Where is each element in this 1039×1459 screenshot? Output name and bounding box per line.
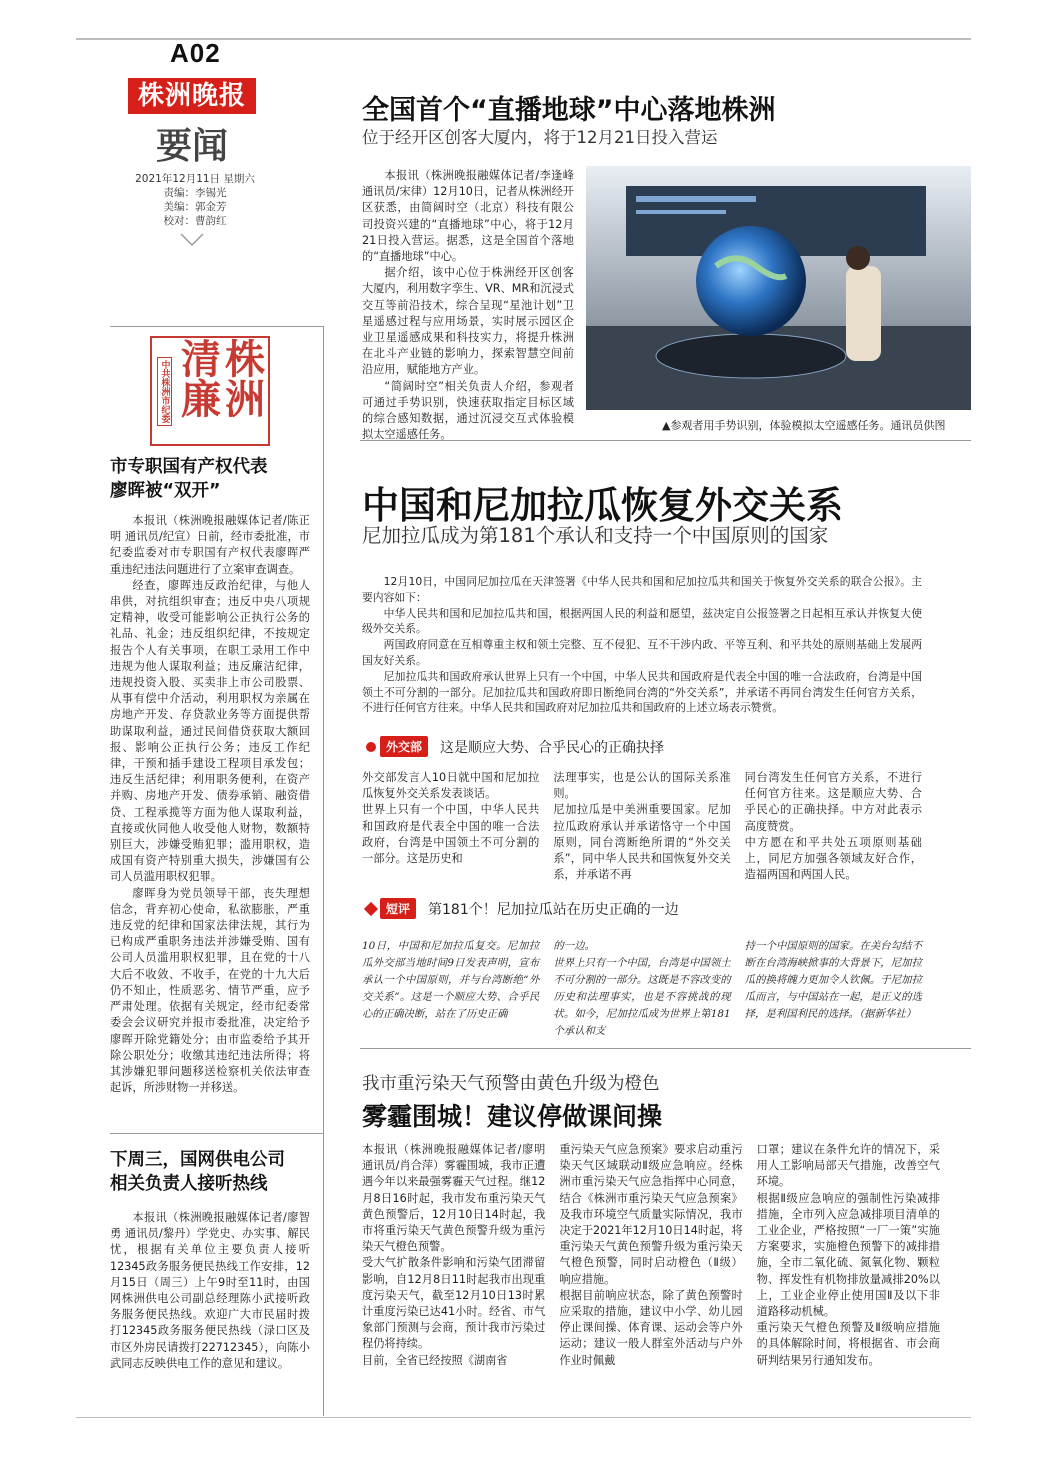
comment-col: 的一边。 世界上只有一个中国，台湾是中国领土不可分割的一部分。这既是不容改变的历史和法理事实，也是不容挑战的现状。如今，尼加拉瓜成为世界上第181个承认和支 (553, 940, 731, 1037)
section-title: 要闻 (156, 125, 229, 167)
story2-para: 本报讯（株洲晚报融媒体记者/陈正明 通讯员/纪宣）日前，经市委批准，市纪委监委对市专职国有产权代表廖晖严重违纪违法问题进行了立案审查调查。 (110, 514, 310, 576)
story2-para: 经查，廖晖违反政治纪律，与他人串供，对抗组织审查；违反中央八项规定精神，收受可能影响公正执行公务的礼品、礼金；违反组织纪律，不按规定报告个人有关事项，在职工录用工作中违规为他人谋取利益；违反廉洁纪律，违规投资入股、买卖非上市公司股票、从事有偿中介活动，利用职权为亲属在房地产开发、存贷款业务等方面提供帮助谋取利益，通过民间借贷获取大额回报、影响公正执行公务；违反工作纪律，干预和插手建设工程项目承发包；违反生活纪律；利用职务便利，在资产并购、房地产开发、债券承销、融资借贷、工程承揽等方面为他人谋取利益，直接或伙同他人收受他人财物，数额特别巨大，涉嫌受贿犯罪；滥用职权，造成国有资产特别重大损失，涉嫌国有公司人员滥用职权犯罪。 (110, 578, 310, 884)
story2-body (110, 513, 310, 1096)
story5-headline: 雾霾围城！建议停做课间操 (362, 1102, 663, 1131)
story1-subhead: 位于经开区创客大厦内，将于12月21日投入营运 (362, 128, 718, 147)
clean-zhuzhou-seal (150, 336, 270, 446)
story1-caption: ▲参观者用手势识别，体验模拟太空遥感任务。通讯员供图 (662, 419, 946, 432)
chevron-down-icon (180, 233, 204, 247)
mfa-body (362, 770, 922, 883)
story4-subhead: 尼加拉瓜成为第181个承认和支持一个中国原则的国家 (362, 524, 829, 547)
proofreader-credit: 校对：曹韵红 (163, 215, 227, 227)
bottom-rule (76, 1417, 971, 1418)
mfa-col: 外交部发言人10日就中国和尼加拉瓜恢复外交关系发表谈话。 世界上只有一个中国，中华人民共和国政府是代表全中国的唯一合法政府，台湾是中国领土不可分割的一部分。这是历史和 (362, 771, 540, 866)
seal-calligraphy: 株洲清廉 (174, 338, 266, 418)
rule-after-story4 (360, 1048, 971, 1049)
globe-exhibit-image (586, 166, 971, 410)
comment-subsection-header (366, 898, 679, 919)
story1-para: “简阔时空”相关负责人介绍，参观者可通过手势识别，快速获取指定目标区域的综合感知数据，通过沉浸交互式体验模拟太空遥感任务。 (362, 379, 574, 442)
page-meta (130, 172, 260, 228)
red-dot-icon (366, 742, 376, 752)
story1-headline: 全国首个“直播地球”中心落地株洲 (362, 95, 776, 126)
story1-photo (586, 166, 971, 410)
mfa-col: 同台湾发生任何官方关系，不进行任何官方往来。这是顺应大势、合乎民心的正确抉择。中方对此表示高度赞赏。 中方愿在和平共处五项原则基础上，同尼方加强各领域友好合作，造福两国和两国人民。 (744, 771, 922, 882)
issue-date: 2021年12月11日 星期六 (135, 173, 255, 185)
mfa-title: 这是顺应大势、合乎民心的正确抉择 (440, 739, 665, 756)
story4-headline: 中国和尼加拉瓜恢复外交关系 (362, 484, 843, 527)
mfa-subsection-header (366, 736, 664, 757)
designer-credit: 美编：郭金芳 (163, 201, 227, 213)
story4-para: 中华人民共和国和尼加拉瓜共和国，根据两国人民的利益和愿望，兹决定自公报签署之日起相互承认并恢复大使级外交关系。 (362, 606, 922, 636)
story5-body (362, 1142, 940, 1369)
page-number: A02 (170, 38, 221, 68)
left-mid-rule (110, 1133, 323, 1134)
story5-col: 重污染天气应急预案》要求启动重污染天气区域联动Ⅱ级应急响应。经株洲市重污染天气应急指挥中心同意，结合《株洲市重污染天气应急预案》及我市环境空气质量实际情况，我市决定于2021年12月10日14时起，将重污染天气黄色预警升级为重污染天气橙色预警，同时启动橙色（Ⅱ级）响应措施。 根据目前响应状态，除了黄色预警时应采取的措施，建议中小学、幼儿园停止课间操、体育课、运动会等户外运动；建议一般人群室外活动与户外作业时佩戴 (559, 1143, 743, 1367)
mfa-tag: 外交部 (380, 736, 428, 757)
column-divider (323, 326, 324, 1416)
comment-title: 第181个！尼加拉瓜站在历史正确的一边 (428, 901, 679, 918)
mfa-col: 法理事实，也是公认的国际关系准则。 尼加拉瓜是中美洲重要国家。尼加拉瓜政府承认并承诺恪守一个中国原则，同台湾断绝所谓的“外交关系”，同中华人民共和国恢复外交关系，并承诺不再 (553, 771, 731, 882)
story4-para: 两国政府同意在互相尊重主权和领土完整、互不侵犯、互不干涉内政、平等互利、和平共处的原则基础上发展两国友好关系。 (362, 638, 922, 667)
story4-communique (362, 574, 922, 716)
story2-para: 廖晖身为党员领导干部，丧失理想信念，背弃初心使命，私欲膨胀，严重违反党的纪律和国家法律法规，其行为已构成严重职务违法并涉嫌受贿、国有公司人员滥用职权犯罪，且在党的十八大后不收敛、不收手，在党的十九大后仍不知止，性质恶劣、情节严重，应予严肃处理。依据有关规定，经市纪委常委会会议研究并报市委批准，决定给予廖晖开除党籍处分；由市监委给予其开除公职处分；收缴其违纪违法所得；将其涉嫌犯罪问题移送检察机关依法审查起诉，所涉财物一并移送。 (110, 886, 310, 1095)
left-top-rule (110, 326, 323, 327)
seal-small-text: 中共株洲市纪委 (157, 357, 172, 426)
comment-col: 持一个中国原则的国家。在美台勾结不断在台湾海峡掀事的大背景下，尼加拉瓜的换将魄力更加令人钦佩。于尼加拉瓜而言，与中国站在一起，是正义的选择，是利国利民的选择。（据新华社） (744, 940, 922, 1020)
story1-para: 据介绍，该中心位于株洲经开区创客大厦内，利用数字孪生、VR、MR和沉浸式交互等前沿技术，综合呈现“星池计划”卫星遥感过程与应用场景，实时展示园区企业卫星遥感成果和科技实力，将提升株洲在北斗产业链的影响力，探索智慧空间前沿应用，赋能地方产业。 (362, 266, 574, 377)
masthead-logo: 株洲晚报 (128, 78, 256, 114)
story4-para: 12月10日，中国同尼加拉瓜在天津签署《中华人民共和国和尼加拉瓜共和国关于恢复外交关系的联合公报》。主要内容如下： (362, 575, 922, 604)
story1-body (362, 168, 574, 443)
story3-body (110, 1210, 310, 1372)
story5-col: 本报讯（株洲晚报融媒体记者/廖明 通讯员/肖合萍）雾霾围城，我市正遭遇今年以来最强雾霾天气过程。继12月8日16时起，我市发布重污染天气黄色预警后，12月10日14时起，我市将重污染天气黄色预警升级为重污染天气橙色预警。 受大气扩散条件影响和污染气团滞留影响，自12月8日11时起我市出现重度污染天气，截至12月10日13时累计重度污染已达41小时。经省、市气象部门预测与会商，预计我市污染过程仍将持续。 目前，全省已经按照《湖南省 (362, 1143, 546, 1367)
story2-headline: 市专职国有产权代表 廖晖被“双开” (110, 457, 268, 501)
story5-col: 口罩；建议在条件允许的情况下，采用人工影响局部天气措施，改善空气环境。 根据Ⅱ级应急响应的强制性污染减排措施，全市列入应急减排项目清单的工业企业，严格按照“一厂一策”实施方案要求，实施橙色预警下的减排措施，全市二氧化硫、氮氧化物、颗粒物、挥发性有机物排放量减排20%以上，工业企业停止使用国Ⅱ及以下非道路移动机械。 重污染天气橙色预警及Ⅱ级响应措施的具体解除时间，将根据省、市会商研判结果另行通知发布。 (756, 1143, 940, 1367)
story5-kicker: 我市重污染天气预警由黄色升级为橙色 (362, 1074, 660, 1094)
comment-tag: 短评 (380, 898, 416, 919)
pen-icon (364, 901, 378, 915)
story3-headline: 下周三，国网供电公司 相关负责人接听热线 (110, 1150, 285, 1194)
story1-para: 本报讯（株洲晚报融媒体记者/李逢峰 通讯员/宋律）12月10日，记者从株洲经开区获悉，由简阔时空（北京）科技有限公司投资兴建的“直播地球”中心，将于12月21日投入营运。据悉，这是全国首个落地的“直播地球”中心。 (362, 169, 574, 264)
story4-para: 尼加拉瓜共和国政府承认世界上只有一个中国，中华人民共和国政府是代表全中国的唯一合法政府，台湾是中国领土不可分割的一部分。尼加拉瓜共和国政府即日断绝同台湾的“外交关系”，并承诺不再同台湾发生任何官方关系，不进行任何官方往来。中华人民共和国政府对尼加拉瓜共和国政府的上述立场表示赞赏。 (362, 669, 922, 715)
story3-para: 本报讯（株洲晚报融媒体记者/廖智勇 通讯员/黎丹）学党史、办实事、解民忧，根据有关单位主要负责人接听12345政务服务便民热线工作安排，12月15日（周三）上午9时至11时，由国网株洲供电公司副总经理陈小武接听政务服务便民热线。欢迎广大市民届时拨打12345政务服务便民热线（渌口区及市区外房民请拨打22712345），向陈小武同志反映供电工作的意见和建议。 (110, 1211, 310, 1370)
editor-credit: 责编：李锡光 (163, 187, 227, 199)
comment-body (362, 938, 922, 1040)
comment-col: 10日，中国和尼加拉瓜复交。尼加拉瓜外交部当地时间9日发表声明，宣布承认一个中国原则，并与台湾断绝“外交关系”。这是一个顺应大势、合乎民心的正确决断，站在了历史正确 (362, 940, 540, 1020)
